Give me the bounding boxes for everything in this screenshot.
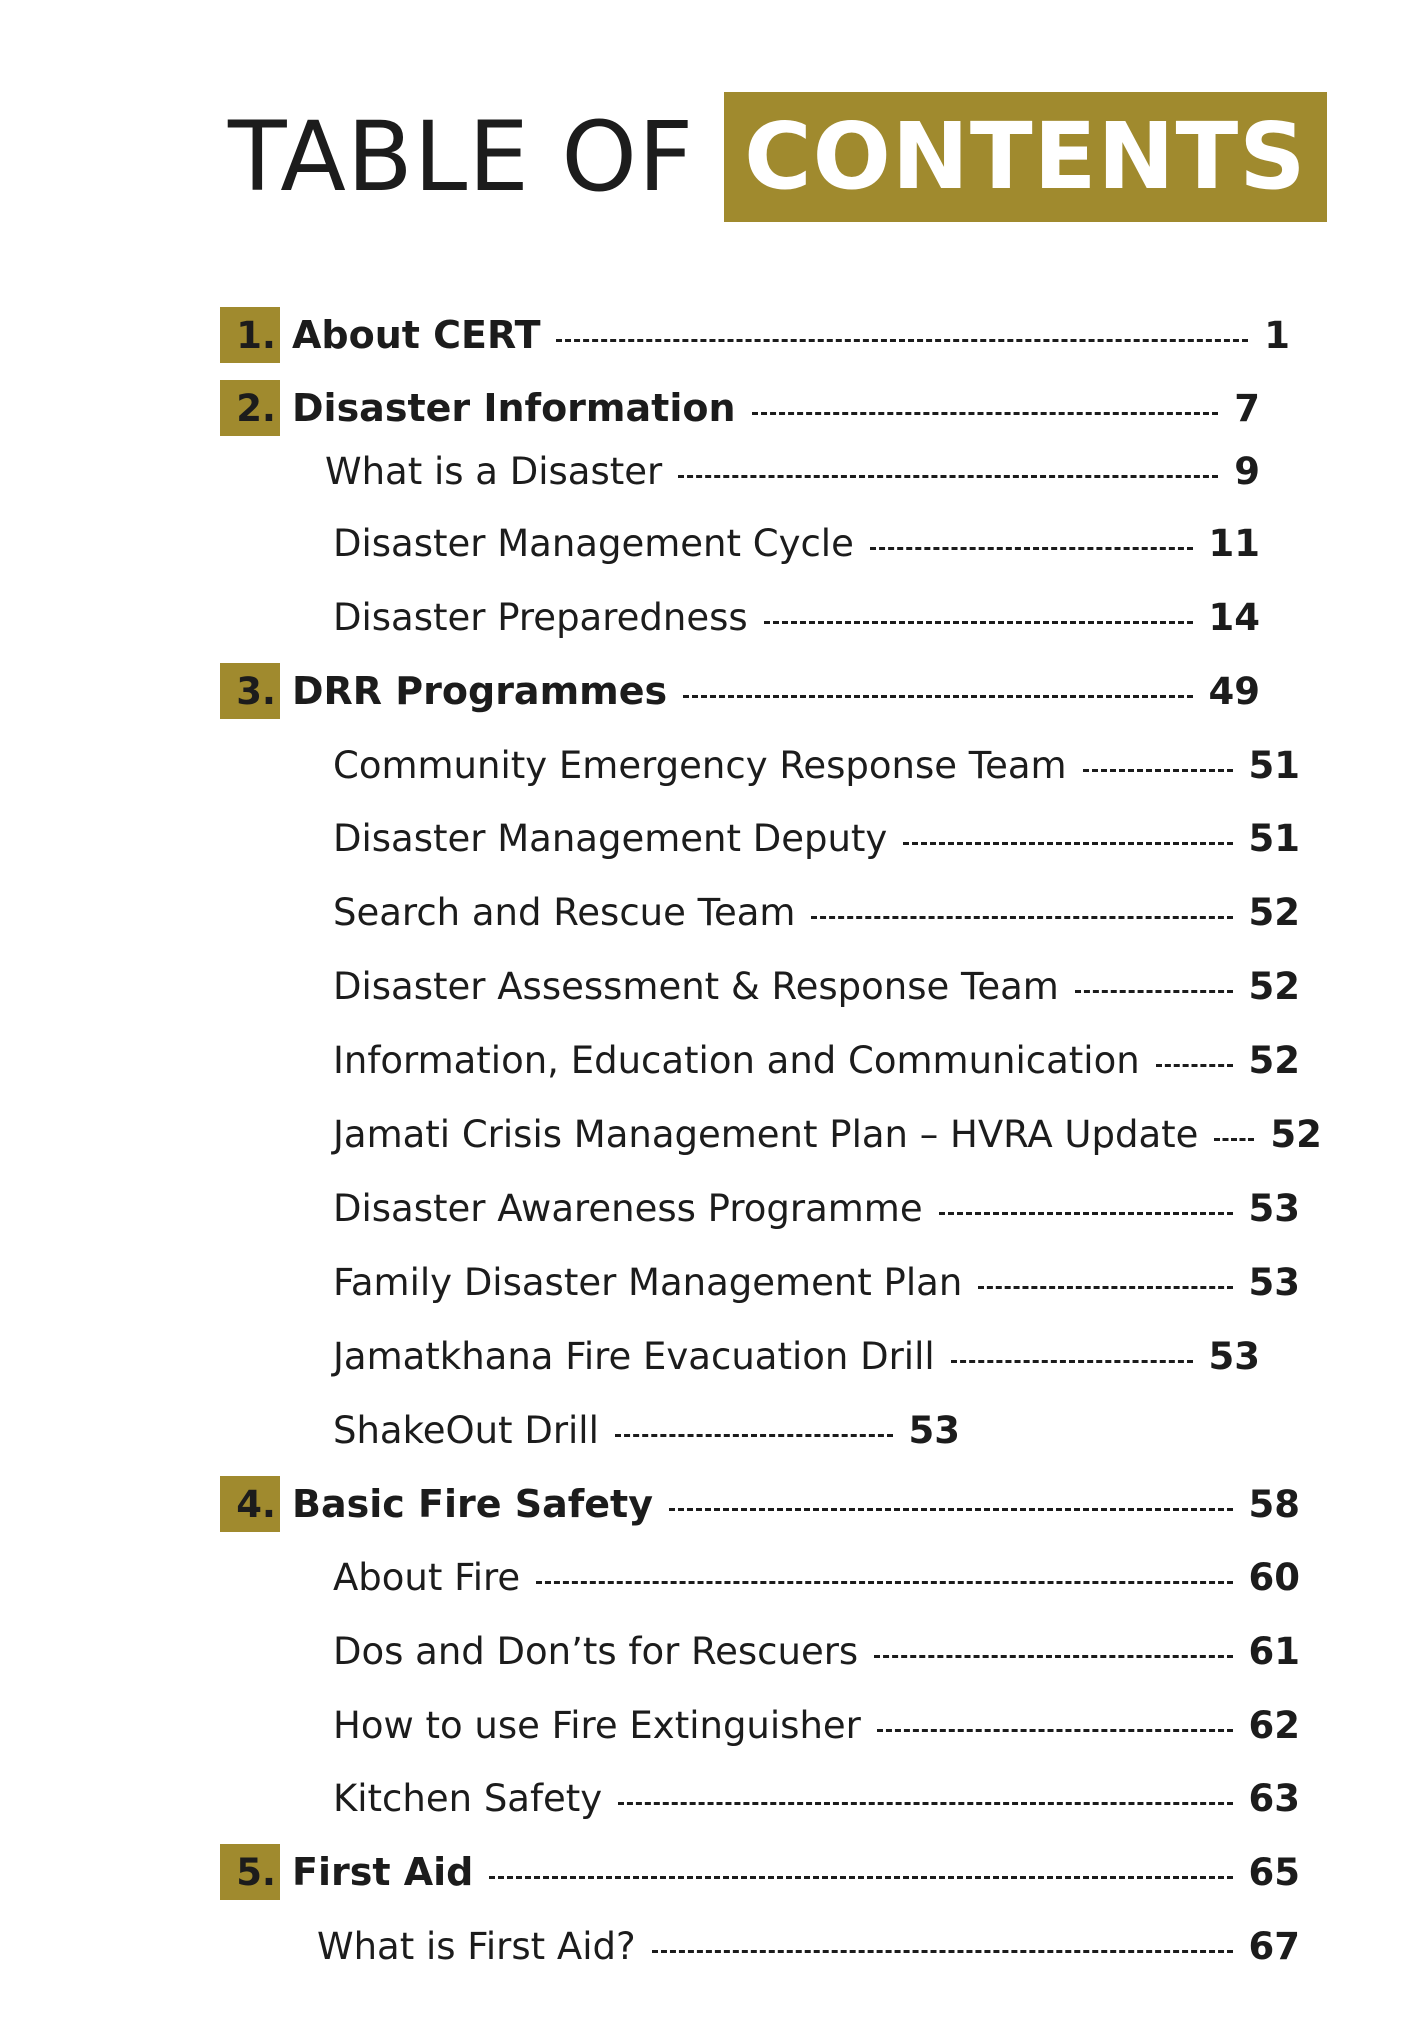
toc-page-number: 14 — [1208, 595, 1260, 639]
section-number-badge: 4. — [220, 1476, 280, 1532]
toc-entry-label: Basic Fire Safety — [292, 1482, 653, 1526]
toc-entry-label: DRR Programmes — [292, 669, 668, 713]
toc-item-row[interactable] — [333, 1400, 960, 1460]
toc-entry-label: Disaster Awareness Programme — [333, 1186, 923, 1230]
toc-entry-label: About Fire — [333, 1555, 521, 1599]
toc-page-number: 11 — [1208, 521, 1260, 565]
dotted-leader — [752, 409, 1219, 415]
toc-page-number: 62 — [1248, 1703, 1300, 1747]
toc-entry-label: ShakeOut Drill — [333, 1408, 599, 1452]
title-highlight-box: CONTENTS — [724, 92, 1326, 222]
toc-entry-label: What is a Disaster — [325, 449, 663, 493]
toc-page-number: 53 — [1248, 1186, 1300, 1230]
dotted-leader — [652, 1947, 1233, 1953]
toc-page-number: 52 — [1248, 964, 1300, 1008]
dotted-leader — [874, 1652, 1232, 1658]
toc-section-row[interactable] — [220, 661, 1260, 721]
toc-entry-label: Information, Education and Communication — [333, 1038, 1140, 1082]
toc-item-row[interactable] — [333, 1252, 1300, 1312]
dotted-leader — [764, 618, 1193, 624]
toc-page-number: 65 — [1248, 1850, 1300, 1894]
toc-page-number: 51 — [1248, 743, 1300, 787]
toc-item-row[interactable] — [333, 1621, 1300, 1681]
toc-page-number: 52 — [1248, 1038, 1300, 1082]
toc-item-row[interactable] — [333, 956, 1300, 1016]
toc-entry-label: Jamati Crisis Management Plan – HVRA Update — [333, 1112, 1199, 1156]
toc-item-row[interactable] — [325, 441, 1260, 501]
toc-section-row[interactable] — [220, 305, 1290, 365]
section-number-badge: 2. — [220, 380, 280, 436]
toc-page-number: 9 — [1234, 449, 1260, 493]
toc-item-row[interactable] — [317, 1916, 1300, 1976]
toc-entry-label: Family Disaster Management Plan — [333, 1260, 963, 1304]
toc-page-number: 58 — [1248, 1482, 1300, 1526]
dotted-leader — [1156, 1061, 1233, 1067]
toc-page-number: 53 — [1248, 1260, 1300, 1304]
title-plain-text: TABLE OF — [228, 101, 695, 213]
toc-page-number: 52 — [1248, 890, 1300, 934]
toc-entry-label: How to use Fire Extinguisher — [333, 1703, 861, 1747]
dotted-leader — [1083, 766, 1233, 772]
toc-entry-label: Disaster Assessment & Response Team — [333, 964, 1059, 1008]
toc-entry-label: Search and Rescue Team — [333, 890, 796, 934]
dotted-leader — [669, 1505, 1233, 1511]
toc-entry-label: First Aid — [292, 1850, 474, 1894]
toc-page-number: 7 — [1234, 386, 1260, 430]
dotted-leader — [870, 544, 1193, 550]
toc-item-row[interactable] — [333, 1178, 1300, 1238]
toc-page-number: 60 — [1248, 1555, 1300, 1599]
toc-entry-label: Disaster Preparedness — [333, 595, 748, 639]
dotted-leader — [1075, 987, 1233, 993]
toc-item-row[interactable] — [333, 882, 1300, 942]
dotted-leader — [1214, 1135, 1254, 1141]
toc-page-number: 1 — [1264, 313, 1290, 357]
toc-item-row[interactable] — [333, 1695, 1300, 1755]
toc-item-row[interactable] — [333, 1547, 1300, 1607]
section-number-badge: 1. — [220, 307, 280, 363]
toc-item-row[interactable] — [333, 1768, 1300, 1828]
toc-item-row[interactable] — [333, 513, 1260, 573]
toc-item-row[interactable] — [333, 1030, 1300, 1090]
dotted-leader — [903, 839, 1232, 845]
dotted-leader — [877, 1726, 1233, 1732]
toc-section-row[interactable] — [220, 1474, 1300, 1534]
toc-entry-label: Disaster Information — [292, 386, 736, 430]
dotted-leader — [489, 1873, 1232, 1879]
toc-page-number: 67 — [1248, 1924, 1300, 1968]
toc-section-row[interactable] — [220, 1842, 1300, 1902]
dotted-leader — [536, 1578, 1232, 1584]
dotted-leader — [683, 692, 1192, 698]
toc-entry-label: What is First Aid? — [317, 1924, 636, 1968]
toc-page-number: 51 — [1248, 816, 1300, 860]
toc-entry-label: Disaster Management Deputy — [333, 816, 888, 860]
toc-page-number: 61 — [1248, 1629, 1300, 1673]
toc-item-row[interactable] — [333, 587, 1260, 647]
section-number-badge: 3. — [220, 663, 280, 719]
toc-entry-label: Disaster Management Cycle — [333, 521, 854, 565]
dotted-leader — [811, 913, 1232, 919]
toc-section-row[interactable] — [220, 378, 1260, 438]
toc-page-number: 53 — [1208, 1334, 1260, 1378]
dotted-leader — [556, 336, 1248, 342]
toc-item-row[interactable] — [333, 808, 1300, 868]
toc-item-row[interactable] — [333, 1104, 1322, 1164]
toc-entry-label: Community Emergency Response Team — [333, 743, 1067, 787]
section-number-badge: 5. — [220, 1844, 280, 1900]
toc-page-number: 63 — [1248, 1776, 1300, 1820]
toc-entry-label: Kitchen Safety — [333, 1776, 603, 1820]
page-title — [228, 92, 1327, 222]
toc-page-number: 49 — [1208, 669, 1260, 713]
dotted-leader — [939, 1209, 1233, 1215]
toc-item-row[interactable] — [333, 1326, 1260, 1386]
toc-item-row[interactable] — [333, 735, 1300, 795]
dotted-leader — [618, 1799, 1232, 1805]
dotted-leader — [615, 1431, 893, 1437]
toc-entry-label: Jamatkhana Fire Evacuation Drill — [333, 1334, 935, 1378]
toc-entry-label: About CERT — [292, 313, 541, 357]
toc-page-number: 52 — [1270, 1112, 1322, 1156]
toc-page-number: 53 — [908, 1408, 960, 1452]
dotted-leader — [678, 472, 1218, 478]
toc-entry-label: Dos and Don’ts for Rescuers — [333, 1629, 859, 1673]
dotted-leader — [978, 1283, 1232, 1289]
dotted-leader — [951, 1357, 1193, 1363]
